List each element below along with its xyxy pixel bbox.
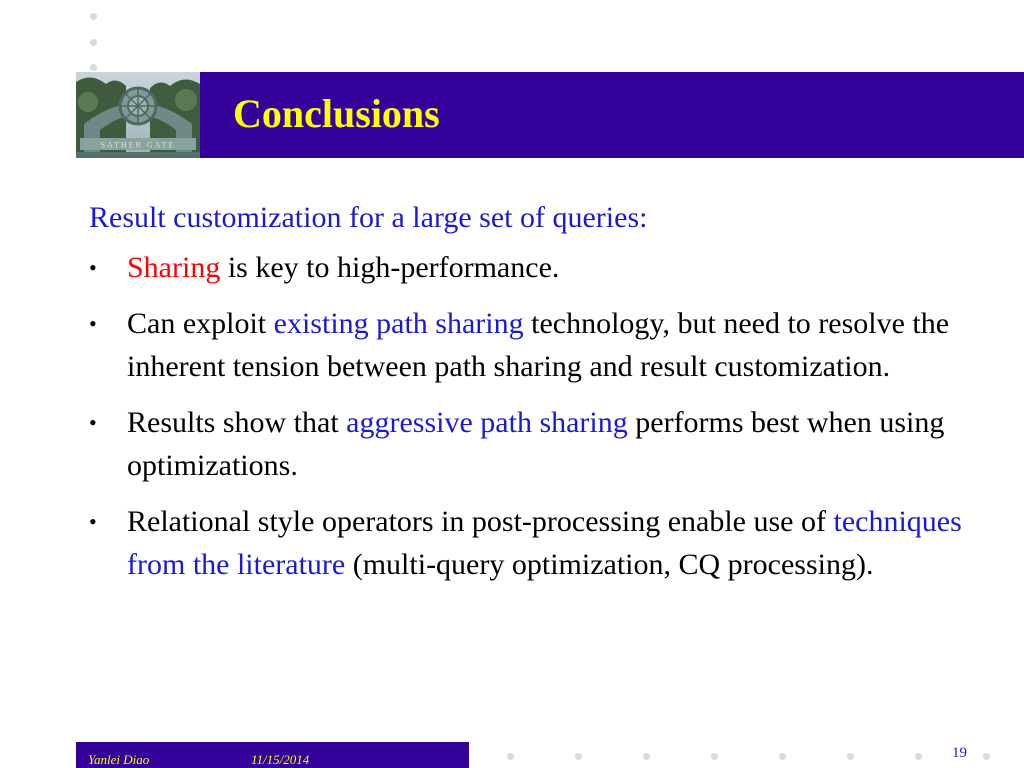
intro-line: Result customization for a large set of queries: (89, 201, 648, 234)
bullet-list (89, 246, 989, 586)
title-bar (76, 72, 1024, 158)
decorative-dot (575, 753, 582, 760)
bullet-text: performs best when using optimizations. (127, 406, 945, 482)
bullet-text: (multi-query optimization, CQ processing). (345, 548, 874, 581)
bullet-item (89, 302, 989, 388)
bullet-marker: • (89, 311, 97, 336)
bullet-text: Can exploit (127, 307, 274, 340)
bullet-highlight: existing path sharing (273, 307, 524, 340)
bullet-item (89, 401, 989, 487)
decorative-dot (983, 753, 990, 760)
bullet-text: Results show that (127, 406, 347, 439)
bullet-text: is key to high-performance. (220, 251, 560, 284)
bullet-marker: • (89, 255, 97, 280)
decorative-dot (847, 753, 854, 760)
decorative-dot (711, 753, 718, 760)
decorative-dot (90, 64, 97, 71)
decorative-dot (507, 753, 514, 760)
svg-text:SATHER GATE: SATHER GATE (100, 140, 176, 150)
page-number: 19 (952, 745, 967, 761)
footer-author: Yanlei Diao (88, 752, 150, 767)
bullet-highlight: aggressive path sharing (346, 406, 628, 439)
decorative-dot (643, 753, 650, 760)
slide-content (89, 196, 989, 599)
bullet-marker: • (89, 509, 97, 534)
bullet-item (89, 500, 989, 586)
decorative-dot (90, 39, 97, 46)
decorative-dot (90, 13, 97, 20)
bullet-text: Relational style operators in post-processing enable use of (127, 505, 834, 538)
footer-date: 11/15/2014 (251, 752, 310, 767)
decorative-dot (915, 753, 922, 760)
bullet-text: technology, but need to resolve the inherent tension between path sharing and result customization. (127, 307, 950, 383)
bullet-highlight: techniques from the literature (127, 505, 962, 581)
campus-gate-logo (76, 72, 200, 158)
bullet-item (89, 246, 989, 289)
slide-title: Conclusions (233, 91, 440, 136)
bullet-marker: • (89, 410, 97, 435)
bullet-highlight: Sharing (127, 251, 221, 284)
decorative-dot (779, 753, 786, 760)
